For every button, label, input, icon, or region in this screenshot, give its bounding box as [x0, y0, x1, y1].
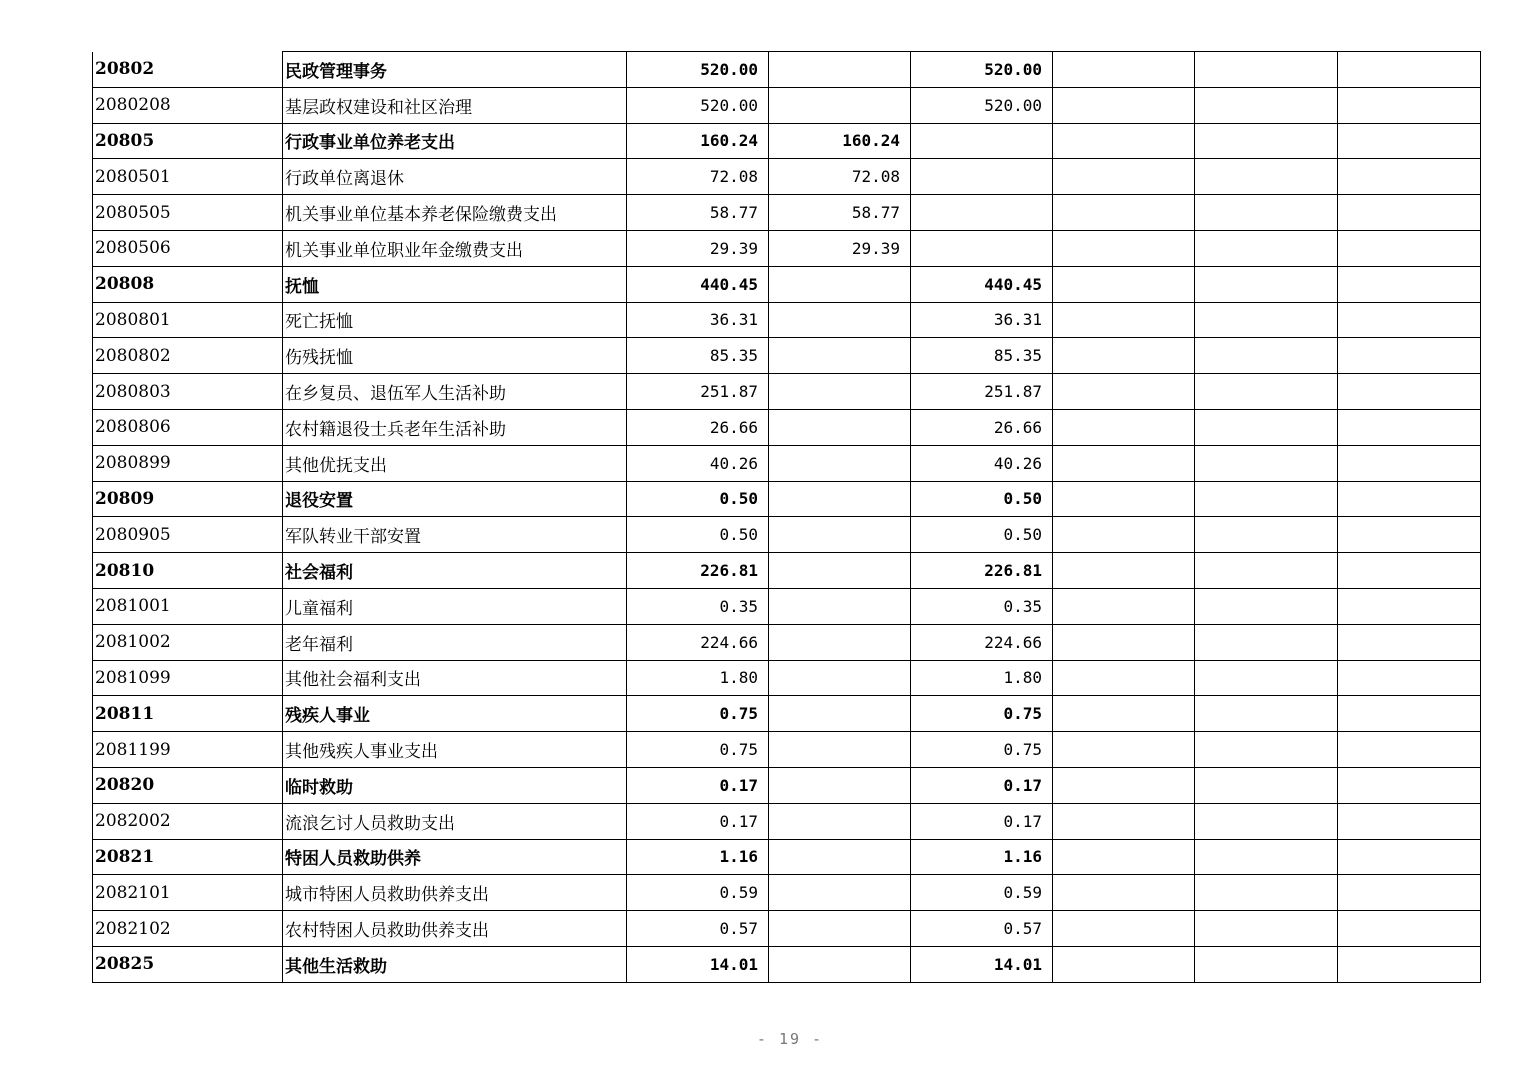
cell-project: 40.26: [911, 445, 1053, 481]
cell-total: 520.00: [627, 87, 769, 123]
cell-empty: [1053, 946, 1195, 982]
cell-total: 0.57: [627, 911, 769, 947]
cell-total: 251.87: [627, 374, 769, 410]
cell-project: 520.00: [911, 52, 1053, 88]
cell-empty: [1195, 230, 1338, 266]
table-row: [93, 195, 1481, 231]
cell-basic: [769, 374, 911, 410]
cell-empty: [1338, 660, 1481, 696]
cell-project: 14.01: [911, 946, 1053, 982]
cell-empty: [1195, 839, 1338, 875]
cell-total: 40.26: [627, 445, 769, 481]
table-row: [93, 732, 1481, 768]
cell-project: 0.59: [911, 875, 1053, 911]
cell-empty: [1338, 875, 1481, 911]
cell-name: 农村籍退役士兵老年生活补助: [283, 409, 627, 445]
cell-code: 20805: [93, 123, 283, 159]
cell-project: 440.45: [911, 266, 1053, 302]
cell-empty: [1338, 624, 1481, 660]
cell-empty: [1053, 803, 1195, 839]
cell-empty: [1338, 52, 1481, 88]
cell-empty: [1053, 374, 1195, 410]
cell-total: 520.00: [627, 52, 769, 88]
table-row: [93, 123, 1481, 159]
table-row: [93, 230, 1481, 266]
cell-empty: [1053, 195, 1195, 231]
cell-code: 2080802: [93, 338, 283, 374]
cell-code: 2080899: [93, 445, 283, 481]
cell-basic: [769, 911, 911, 947]
table-row: [93, 839, 1481, 875]
cell-empty: [1338, 123, 1481, 159]
cell-empty: [1195, 732, 1338, 768]
cell-project: 226.81: [911, 553, 1053, 589]
cell-project: 0.35: [911, 588, 1053, 624]
cell-basic: [769, 946, 911, 982]
budget-table: [92, 51, 1481, 983]
cell-basic: [769, 732, 911, 768]
cell-empty: [1195, 553, 1338, 589]
cell-name: 农村特困人员救助供养支出: [283, 911, 627, 947]
table-row: [93, 374, 1481, 410]
cell-empty: [1338, 767, 1481, 803]
cell-empty: [1338, 159, 1481, 195]
cell-code: 20821: [93, 839, 283, 875]
cell-code: 2082101: [93, 875, 283, 911]
cell-total: 58.77: [627, 195, 769, 231]
cell-name: 在乡复员、退伍军人生活补助: [283, 374, 627, 410]
cell-total: 1.80: [627, 660, 769, 696]
cell-empty: [1195, 374, 1338, 410]
cell-empty: [1053, 123, 1195, 159]
table-row: [93, 553, 1481, 589]
cell-project: [911, 159, 1053, 195]
cell-empty: [1338, 195, 1481, 231]
cell-project: 251.87: [911, 374, 1053, 410]
cell-empty: [1053, 302, 1195, 338]
cell-empty: [1195, 159, 1338, 195]
table-row: [93, 517, 1481, 553]
cell-empty: [1338, 946, 1481, 982]
cell-name: 流浪乞讨人员救助支出: [283, 803, 627, 839]
table-row: [93, 624, 1481, 660]
cell-empty: [1338, 553, 1481, 589]
table-row: [93, 481, 1481, 517]
cell-basic: [769, 803, 911, 839]
table-row: [93, 696, 1481, 732]
cell-empty: [1338, 87, 1481, 123]
cell-total: 36.31: [627, 302, 769, 338]
cell-empty: [1195, 52, 1338, 88]
cell-total: 14.01: [627, 946, 769, 982]
cell-empty: [1338, 696, 1481, 732]
cell-empty: [1338, 839, 1481, 875]
cell-empty: [1053, 338, 1195, 374]
cell-basic: [769, 52, 911, 88]
cell-project: 0.17: [911, 803, 1053, 839]
cell-project: 0.75: [911, 696, 1053, 732]
cell-total: 224.66: [627, 624, 769, 660]
table-row: [93, 588, 1481, 624]
cell-empty: [1053, 767, 1195, 803]
cell-code: 2080801: [93, 302, 283, 338]
cell-empty: [1338, 803, 1481, 839]
cell-project: 520.00: [911, 87, 1053, 123]
cell-code: 2080501: [93, 159, 283, 195]
cell-project: 0.50: [911, 517, 1053, 553]
table-row: [93, 445, 1481, 481]
cell-name: 伤残抚恤: [283, 338, 627, 374]
cell-empty: [1338, 517, 1481, 553]
cell-code: 2081001: [93, 588, 283, 624]
cell-empty: [1195, 409, 1338, 445]
cell-project: [911, 123, 1053, 159]
cell-code: 20809: [93, 481, 283, 517]
cell-basic: 58.77: [769, 195, 911, 231]
cell-project: 0.75: [911, 732, 1053, 768]
cell-empty: [1053, 624, 1195, 660]
table-row: [93, 87, 1481, 123]
cell-empty: [1338, 266, 1481, 302]
cell-name: 老年福利: [283, 624, 627, 660]
cell-empty: [1195, 87, 1338, 123]
table-row: [93, 266, 1481, 302]
cell-empty: [1338, 302, 1481, 338]
cell-basic: 29.39: [769, 230, 911, 266]
cell-basic: [769, 839, 911, 875]
cell-empty: [1195, 195, 1338, 231]
table-row: [93, 911, 1481, 947]
table-row: [93, 660, 1481, 696]
table-row: [93, 409, 1481, 445]
cell-empty: [1195, 123, 1338, 159]
table-row: [93, 302, 1481, 338]
cell-basic: [769, 875, 911, 911]
cell-total: 0.17: [627, 767, 769, 803]
cell-empty: [1195, 624, 1338, 660]
cell-empty: [1195, 660, 1338, 696]
cell-empty: [1195, 588, 1338, 624]
cell-total: 85.35: [627, 338, 769, 374]
cell-empty: [1338, 911, 1481, 947]
cell-empty: [1338, 588, 1481, 624]
cell-name: 其他残疾人事业支出: [283, 732, 627, 768]
cell-project: [911, 195, 1053, 231]
cell-code: 20820: [93, 767, 283, 803]
cell-empty: [1053, 660, 1195, 696]
cell-empty: [1053, 87, 1195, 123]
cell-empty: [1053, 159, 1195, 195]
cell-empty: [1053, 696, 1195, 732]
cell-empty: [1053, 911, 1195, 947]
table-row: [93, 875, 1481, 911]
cell-code: 20808: [93, 266, 283, 302]
table-row: [93, 946, 1481, 982]
cell-project: 0.50: [911, 481, 1053, 517]
cell-empty: [1338, 445, 1481, 481]
cell-code: 2081002: [93, 624, 283, 660]
cell-basic: [769, 409, 911, 445]
table-body: [93, 52, 1481, 983]
cell-name: 临时救助: [283, 767, 627, 803]
cell-basic: [769, 767, 911, 803]
cell-project: 36.31: [911, 302, 1053, 338]
table-row: [93, 767, 1481, 803]
cell-name: 行政单位离退休: [283, 159, 627, 195]
cell-empty: [1053, 445, 1195, 481]
cell-total: 0.59: [627, 875, 769, 911]
cell-code: 20802: [93, 52, 283, 88]
cell-total: 72.08: [627, 159, 769, 195]
cell-code: 2081099: [93, 660, 283, 696]
cell-name: 机关事业单位职业年金缴费支出: [283, 230, 627, 266]
cell-total: 0.75: [627, 732, 769, 768]
table-row: [93, 803, 1481, 839]
cell-total: 160.24: [627, 123, 769, 159]
cell-empty: [1338, 481, 1481, 517]
cell-basic: [769, 660, 911, 696]
cell-name: 城市特困人员救助供养支出: [283, 875, 627, 911]
cell-empty: [1338, 230, 1481, 266]
cell-total: 0.17: [627, 803, 769, 839]
cell-total: 26.66: [627, 409, 769, 445]
cell-total: 0.75: [627, 696, 769, 732]
cell-code: 20825: [93, 946, 283, 982]
cell-name: 民政管理事务: [283, 52, 627, 88]
cell-total: 29.39: [627, 230, 769, 266]
cell-name: 行政事业单位养老支出: [283, 123, 627, 159]
cell-name: 抚恤: [283, 266, 627, 302]
cell-basic: [769, 624, 911, 660]
cell-basic: [769, 696, 911, 732]
cell-code: 20810: [93, 553, 283, 589]
cell-empty: [1053, 732, 1195, 768]
cell-project: 1.16: [911, 839, 1053, 875]
cell-code: 2080505: [93, 195, 283, 231]
cell-basic: [769, 266, 911, 302]
cell-total: 0.50: [627, 517, 769, 553]
cell-empty: [1338, 374, 1481, 410]
cell-empty: [1195, 946, 1338, 982]
page-number: - 19 -: [756, 1030, 824, 1048]
cell-empty: [1195, 481, 1338, 517]
cell-basic: [769, 553, 911, 589]
cell-basic: [769, 302, 911, 338]
cell-empty: [1053, 481, 1195, 517]
cell-project: 0.57: [911, 911, 1053, 947]
cell-empty: [1195, 266, 1338, 302]
cell-empty: [1195, 911, 1338, 947]
cell-basic: [769, 517, 911, 553]
cell-project: 85.35: [911, 338, 1053, 374]
cell-empty: [1195, 696, 1338, 732]
cell-name: 社会福利: [283, 553, 627, 589]
cell-code: 2080208: [93, 87, 283, 123]
cell-project: 224.66: [911, 624, 1053, 660]
cell-empty: [1195, 875, 1338, 911]
cell-name: 其他社会福利支出: [283, 660, 627, 696]
cell-name: 特困人员救助供养: [283, 839, 627, 875]
cell-basic: [769, 588, 911, 624]
cell-project: 26.66: [911, 409, 1053, 445]
cell-code: 2082102: [93, 911, 283, 947]
cell-name: 其他生活救助: [283, 946, 627, 982]
cell-code: 20811: [93, 696, 283, 732]
cell-empty: [1053, 52, 1195, 88]
cell-basic: [769, 87, 911, 123]
cell-total: 1.16: [627, 839, 769, 875]
cell-total: 0.50: [627, 481, 769, 517]
cell-empty: [1195, 302, 1338, 338]
cell-basic: [769, 338, 911, 374]
cell-name: 军队转业干部安置: [283, 517, 627, 553]
cell-project: [911, 230, 1053, 266]
cell-empty: [1338, 409, 1481, 445]
cell-empty: [1053, 875, 1195, 911]
table-row: [93, 159, 1481, 195]
cell-empty: [1053, 839, 1195, 875]
cell-total: 226.81: [627, 553, 769, 589]
cell-basic: 72.08: [769, 159, 911, 195]
cell-empty: [1338, 732, 1481, 768]
cell-total: 440.45: [627, 266, 769, 302]
cell-code: 2080803: [93, 374, 283, 410]
cell-empty: [1195, 517, 1338, 553]
cell-code: 2080905: [93, 517, 283, 553]
cell-code: 2081199: [93, 732, 283, 768]
cell-project: 1.80: [911, 660, 1053, 696]
cell-name: 死亡抚恤: [283, 302, 627, 338]
cell-name: 基层政权建设和社区治理: [283, 87, 627, 123]
cell-empty: [1195, 445, 1338, 481]
cell-name: 退役安置: [283, 481, 627, 517]
cell-project: 0.17: [911, 767, 1053, 803]
cell-name: 儿童福利: [283, 588, 627, 624]
cell-empty: [1338, 338, 1481, 374]
cell-basic: 160.24: [769, 123, 911, 159]
cell-empty: [1195, 338, 1338, 374]
cell-name: 机关事业单位基本养老保险缴费支出: [283, 195, 627, 231]
cell-empty: [1195, 767, 1338, 803]
cell-empty: [1053, 409, 1195, 445]
cell-code: 2080806: [93, 409, 283, 445]
cell-empty: [1053, 517, 1195, 553]
cell-name: 其他优抚支出: [283, 445, 627, 481]
table-row: [93, 52, 1481, 88]
cell-basic: [769, 445, 911, 481]
cell-basic: [769, 481, 911, 517]
table-row: [93, 338, 1481, 374]
cell-empty: [1053, 266, 1195, 302]
cell-empty: [1195, 803, 1338, 839]
cell-empty: [1053, 230, 1195, 266]
cell-empty: [1053, 588, 1195, 624]
cell-total: 0.35: [627, 588, 769, 624]
cell-code: 2080506: [93, 230, 283, 266]
cell-code: 2082002: [93, 803, 283, 839]
cell-empty: [1053, 553, 1195, 589]
cell-name: 残疾人事业: [283, 696, 627, 732]
